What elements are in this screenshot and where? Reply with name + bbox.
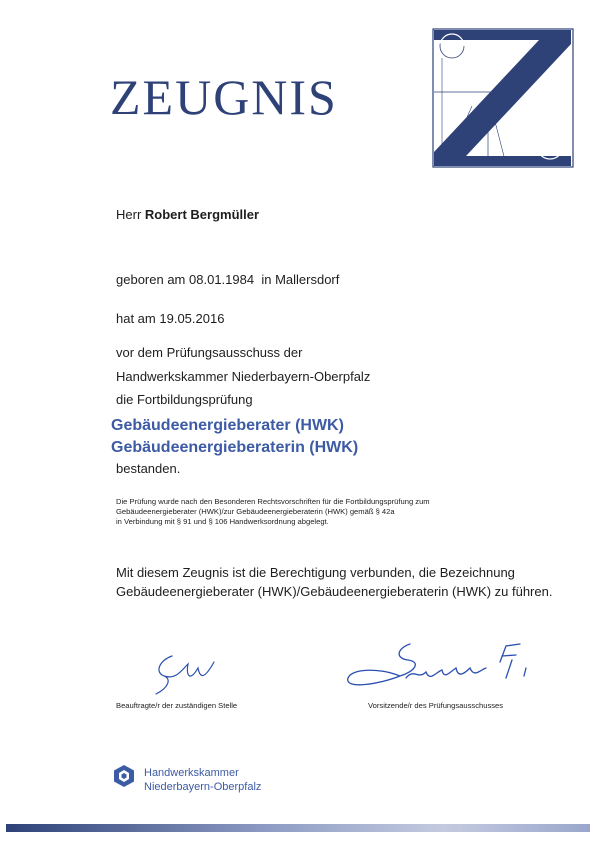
z-monogram-icon [432,28,574,168]
legal-text [116,497,430,527]
legal-line: Gebäudeenergieberater (HWK)/zur Gebäudeenergieberaterin (HWK) gemäß § 42a [116,507,395,516]
exam-date-label: hat am [116,311,156,326]
entitlement-line: Gebäudeenergieberater (HWK)/Gebäudeenergieberaterin (HWK) zu führen. [116,584,553,599]
right-signature-caption: Vorsitzende/r des Prüfungsausschusses [368,701,504,710]
birth-line [116,273,339,286]
birth-date: 08.01.1984 [189,272,255,287]
page-title: ZEUGNIS [110,69,338,125]
birth-place-prefix: in [261,272,272,287]
birth-place: Mallersdorf [275,272,340,287]
committee-line-3: die Fortbildungsprüfung [116,392,253,407]
legal-line: Die Prüfung wurde nach den Besonderen Rechtsvorschriften für die Fortbildungsprüfung zum [116,497,430,506]
recipient-line [116,208,259,221]
bottom-gradient-bar [6,824,590,832]
exam-date-line [116,312,224,325]
committee-line-1: vor dem Prüfungsausschuss der [116,345,303,360]
legal-line: in Verbindung mit § 91 und § 106 Handwerksordnung abgelegt. [116,517,329,526]
issuer-line-1: Handwerkskammer [144,767,239,779]
birth-label: geboren am [116,272,186,287]
profession-male: Gebäudeenergieberater (HWK) [111,417,344,434]
left-signature-caption: Beauftragte/r der zuständigen Stelle [116,701,238,710]
salutation: Herr [116,207,142,222]
result-text: bestanden. [116,461,181,476]
right-signature [340,638,540,708]
exam-date: 19.05.2016 [159,311,225,326]
entitlement-line: Mit diesem Zeugnis ist die Berechtigung verbunden, die Bezeichnung [116,565,515,580]
committee-line-2: Handwerkskammer Niederbayern-Oberpfalz [116,369,371,384]
issuer-name [144,766,261,794]
profession-female: Gebäudeenergieberaterin (HWK) [111,439,359,456]
left-signature [142,650,222,700]
entitlement-text [116,563,552,601]
hwk-hexagon-logo-icon [112,764,136,788]
issuer-line-2: Niederbayern-Oberpfalz [144,781,262,793]
recipient-name: Robert Bergmüller [144,207,260,222]
